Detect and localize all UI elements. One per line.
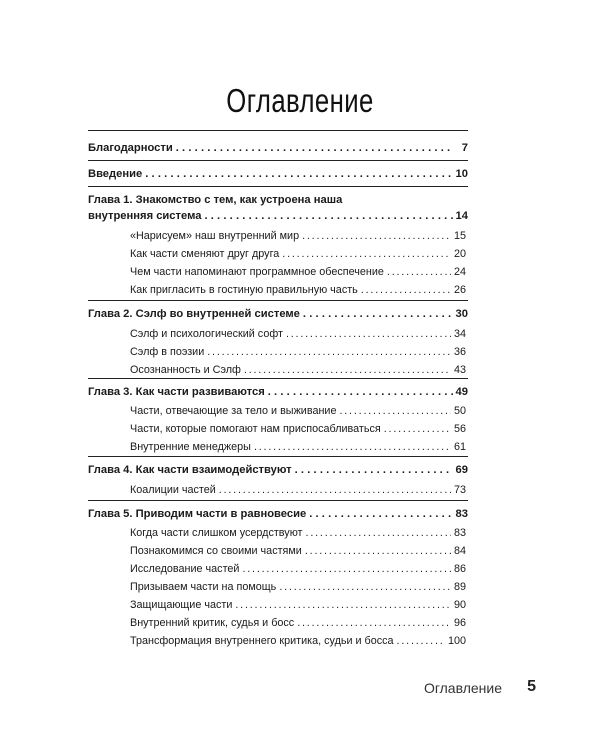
dot-leader	[268, 384, 453, 400]
entry-title: Сэлф в поэзии	[130, 346, 205, 358]
page-number: 49	[455, 386, 468, 398]
page-number: 86	[453, 563, 466, 575]
divider	[88, 160, 468, 161]
page-number: 84	[453, 545, 466, 557]
page-number: 56	[453, 423, 466, 435]
toc-subentry[interactable]	[130, 282, 466, 298]
toc-subentry[interactable]	[130, 421, 466, 437]
entry-title: Чем части напоминают программное обеспечение	[130, 266, 384, 278]
entry-title: Коалиции частей	[130, 484, 216, 496]
page-number: 20	[453, 248, 466, 260]
toc-subentry[interactable]	[130, 326, 466, 342]
entry-title: Осознанность и Сэлф	[130, 364, 241, 376]
dot-leader	[286, 326, 451, 342]
entry-title: Как пригласить в гостиную правильную часть	[130, 284, 358, 296]
divider	[88, 456, 468, 457]
entry-title: Части, отвечающие за тело и выживание	[130, 405, 337, 417]
dot-leader	[242, 561, 451, 577]
toc-entry-acknowledgments[interactable]	[88, 140, 468, 156]
entry-title: Глава 3. Как части развиваются	[88, 386, 265, 398]
toc-entry-chapter-5[interactable]	[88, 506, 468, 522]
divider	[88, 300, 468, 301]
page-title: Оглавление	[226, 82, 374, 119]
dot-leader	[279, 579, 451, 595]
toc-subentry[interactable]	[130, 228, 466, 244]
entry-title: Глава 4. Как части взаимодействуют	[88, 464, 292, 476]
entry-title: Защищающие части	[130, 599, 233, 611]
page-number: 24	[453, 266, 466, 278]
toc-entry-introduction[interactable]	[88, 166, 468, 182]
running-footer-title: Оглавление	[423, 680, 502, 696]
dot-leader	[309, 506, 452, 522]
dot-leader	[254, 439, 451, 455]
toc-subentry[interactable]	[130, 561, 466, 577]
entry-title: Глава 2. Сэлф во внутренней системе	[88, 308, 300, 320]
chapter-1-title-line[interactable]	[88, 192, 468, 208]
page-number: 50	[453, 405, 466, 417]
dot-leader	[145, 166, 452, 182]
entry-title: Глава 5. Приводим части в равновесие	[88, 508, 307, 520]
page-number: 26	[453, 284, 466, 296]
toc-subentry[interactable]	[130, 579, 466, 595]
divider	[88, 378, 468, 379]
toc-subentry[interactable]	[130, 246, 466, 262]
dot-leader	[204, 208, 452, 224]
dot-leader	[244, 362, 451, 378]
toc-entry-chapter-1[interactable]	[88, 208, 468, 224]
dot-leader	[384, 421, 451, 437]
dot-leader	[303, 306, 453, 322]
dot-leader	[282, 246, 451, 262]
dot-leader	[207, 344, 451, 360]
divider	[88, 130, 468, 131]
page-number: 34	[453, 328, 466, 340]
entry-title: Сэлф и психологический софт	[130, 328, 283, 340]
toc-subentry[interactable]	[130, 403, 466, 419]
entry-title: Познакомимся со своими частями	[130, 545, 302, 557]
entry-title: Введение	[88, 168, 143, 180]
page-number: 14	[455, 210, 468, 222]
entry-title: Внутренние менеджеры	[130, 441, 251, 453]
entry-title: Исследование частей	[130, 563, 240, 575]
toc-subentry[interactable]	[130, 482, 466, 498]
dot-leader	[297, 615, 451, 631]
entry-title: Трансформация внутреннего критика, судьи и босса	[130, 635, 394, 647]
entry-title: Призываем части на помощь	[130, 581, 277, 593]
page-number: 96	[453, 617, 466, 629]
page-number: 10	[455, 168, 468, 180]
divider	[88, 500, 468, 501]
entry-title: Когда части слишком усердствуют	[130, 527, 303, 539]
page-number: 90	[453, 599, 466, 611]
toc-entry-chapter-4[interactable]	[88, 462, 468, 478]
entry-title: Глава 1. Знакомство с тем, как устроена наша	[88, 194, 343, 206]
page-number: 43	[453, 364, 466, 376]
dot-leader	[176, 140, 453, 156]
entry-title: внутренняя система	[88, 210, 202, 222]
dot-leader	[295, 462, 453, 478]
table-of-contents	[88, 0, 468, 750]
folio-page-number: 5	[527, 678, 536, 695]
entry-title: Благодарности	[88, 142, 173, 154]
page-number: 100	[447, 635, 466, 647]
page-number: 89	[453, 581, 466, 593]
entry-title: «Нарисуем» наш внутренний мир	[130, 230, 300, 242]
dot-leader	[387, 264, 451, 280]
dot-leader	[302, 228, 451, 244]
toc-entry-chapter-3[interactable]	[88, 384, 468, 400]
toc-subentry[interactable]	[130, 525, 466, 541]
page-number: 7	[461, 142, 468, 154]
entry-title: Как части сменяют друг друга	[130, 248, 280, 260]
page-number: 83	[455, 508, 468, 520]
dot-leader	[339, 403, 451, 419]
page-number: 61	[453, 441, 466, 453]
toc-subentry[interactable]	[130, 597, 466, 613]
entry-title: Внутренний критик, судья и босс	[130, 617, 295, 629]
toc-subentry[interactable]	[130, 264, 466, 280]
dot-leader	[306, 525, 451, 541]
dot-leader	[305, 543, 451, 559]
dot-leader	[361, 282, 451, 298]
divider	[88, 186, 468, 187]
dot-leader	[397, 633, 445, 649]
toc-entry-chapter-2[interactable]	[88, 306, 468, 322]
toc-subentry[interactable]	[130, 362, 466, 378]
page-number: 73	[453, 484, 466, 496]
page-number: 83	[453, 527, 466, 539]
entry-title: Части, которые помогают нам приспосабливаться	[130, 423, 381, 435]
page-number: 69	[455, 464, 468, 476]
toc-subentry[interactable]	[130, 344, 466, 360]
dot-leader	[219, 482, 451, 498]
toc-subentry[interactable]	[130, 633, 466, 649]
toc-subentry[interactable]	[130, 615, 466, 631]
page-number: 36	[453, 346, 466, 358]
toc-subentry[interactable]	[130, 543, 466, 559]
dot-leader	[235, 597, 451, 613]
toc-subentry[interactable]	[130, 439, 466, 455]
page-number: 15	[453, 230, 466, 242]
page-number: 30	[455, 308, 468, 320]
